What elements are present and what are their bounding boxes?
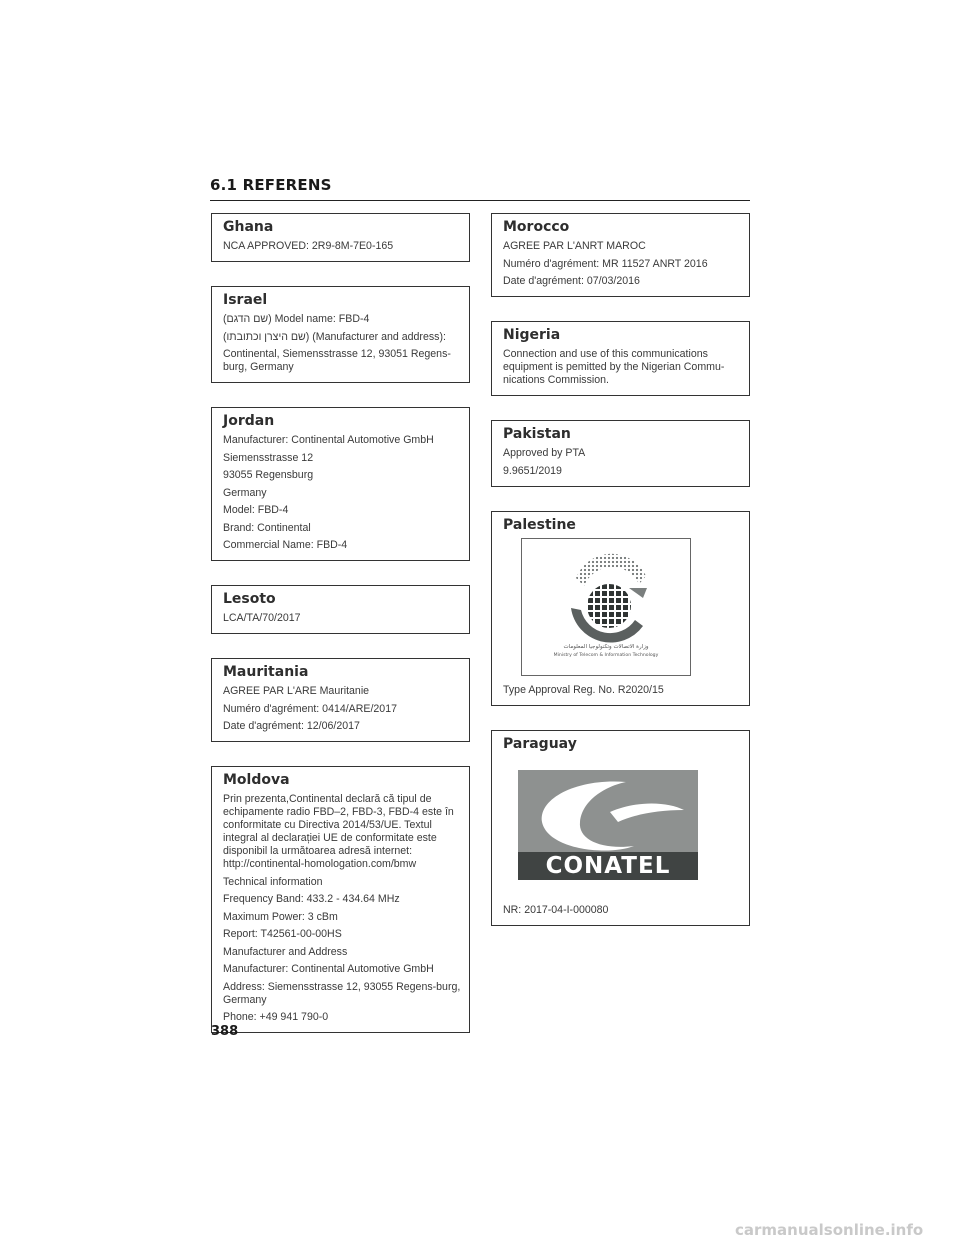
- conatel-logo-text: CONATEL: [545, 852, 671, 879]
- info-line: Report: T42561-00-00HS: [223, 928, 342, 940]
- info-line: Brand: Continental: [223, 521, 311, 534]
- country-title: Israel: [223, 292, 268, 308]
- country-title: Moldova: [223, 772, 290, 788]
- country-box-lesoto: [211, 585, 470, 634]
- info-line: Numéro d'agrément: MR 11527 ANRT 2016: [503, 257, 708, 270]
- info-line: Maximum Power: 3 cBm: [223, 910, 338, 923]
- info-line: Siemensstrasse 12: [223, 451, 314, 464]
- info-line: Numéro d'agrément: 0414/ARE/2017: [223, 702, 397, 715]
- country-title: Nigeria: [503, 327, 561, 343]
- country-title: Lesoto: [223, 591, 276, 607]
- section-header: [210, 176, 750, 201]
- country-title: Palestine: [503, 516, 576, 533]
- page-number: 388: [211, 1024, 239, 1039]
- info-line: Germany: [223, 486, 267, 499]
- country-box-israel: [211, 286, 470, 383]
- info-line: AGREE PAR L'ANRT MAROC: [503, 240, 646, 252]
- country-title: Paraguay: [503, 735, 577, 752]
- info-line: Prin prezenta,Continental declară că tipul de echipamente radio FBD–2, FBD-3, FBD-4 este în conformitate cu Directiva 2014/53/UE. Textul integral al declarației UE de conformitate este disponibil la următoarea adresă internet: http://continental-homologation.com/bmw: [223, 793, 454, 870]
- country-box-nigeria: [491, 321, 750, 396]
- country-box-jordan: [211, 407, 470, 561]
- country-box-morocco: [491, 213, 750, 297]
- info-line: AGREE PAR L'ARE Mauritanie: [223, 685, 370, 697]
- info-line: Address: Siemensstrasse 12, 93055 Regens-burg, Germany: [223, 980, 461, 1006]
- info-line: Approved by PTA: [503, 447, 586, 459]
- country-box-moldova: [211, 766, 470, 1033]
- country-box-paraguay: [491, 730, 750, 926]
- country-title: Morocco: [503, 219, 570, 235]
- ministry-logo: [521, 538, 691, 676]
- info-line: Date d'agrément: 12/06/2017: [223, 720, 360, 732]
- watermark: carmanualsonline.info: [735, 1221, 924, 1239]
- ministry-globe-icon: [531, 548, 681, 666]
- info-line: Manufacturer: Continental Automotive GmbH: [223, 434, 434, 446]
- svg-text:Ministry of Telecom & Informat: Ministry of Telecom & Information Technology: [553, 652, 659, 658]
- info-line: Manufacturer: Continental Automotive GmbH: [223, 963, 434, 975]
- country-box-pakistan: [491, 420, 750, 487]
- info-line: NCA APPROVED: 2R9-8M-7E0-165: [223, 240, 394, 252]
- approval-reg: Type Approval Reg. No. R2020/15: [503, 683, 664, 696]
- info-line: Frequency Band: 433.2 - 434.64 MHz: [223, 893, 400, 905]
- country-box-palestine: [491, 511, 750, 706]
- country-title: Ghana: [223, 219, 274, 235]
- country-title: Pakistan: [503, 426, 571, 442]
- conatel-swoosh-icon: [518, 770, 698, 880]
- info-line: 9.9651/2019: [503, 464, 562, 477]
- country-title: Mauritania: [223, 664, 309, 680]
- info-line: Commercial Name: FBD-4: [223, 539, 348, 551]
- info-line: Model: FBD-4: [223, 504, 289, 516]
- left-column: [211, 213, 470, 1057]
- info-line: Connection and use of this communications equipment is pemitted by the Nigerian Commu-nications Commission.: [503, 348, 725, 386]
- country-box-ghana: [211, 213, 470, 262]
- conatel-logo: [518, 770, 698, 880]
- svg-text:وزارة الاتصالات وتكنولوجيا الم: وزارة الاتصالات وتكنولوجيا المعلومات: [563, 643, 649, 650]
- info-line: (שם הדגם) Model name: FBD-4: [223, 313, 370, 325]
- info-line: Date d'agrément: 07/03/2016: [503, 275, 640, 287]
- info-line: Manufacturer and Address: [223, 945, 348, 958]
- info-line: Technical information: [223, 875, 323, 888]
- info-line: Continental, Siemensstrasse 12, 93051 Regens-burg, Germany: [223, 348, 451, 373]
- section-title: 6.1 REFERENS: [210, 176, 332, 194]
- country-title: Jordan: [223, 413, 275, 429]
- right-column: [491, 213, 750, 950]
- info-line: (שם היצרן וכתובתו) (Manufacturer and address):: [223, 330, 446, 343]
- info-line: LCA/TA/70/2017: [223, 612, 301, 624]
- info-line: 93055 Regensburg: [223, 469, 314, 481]
- info-line: Phone: +49 941 790-0: [223, 1011, 329, 1023]
- country-box-mauritania: [211, 658, 470, 742]
- registration-number: NR: 2017-04-I-000080: [503, 903, 609, 916]
